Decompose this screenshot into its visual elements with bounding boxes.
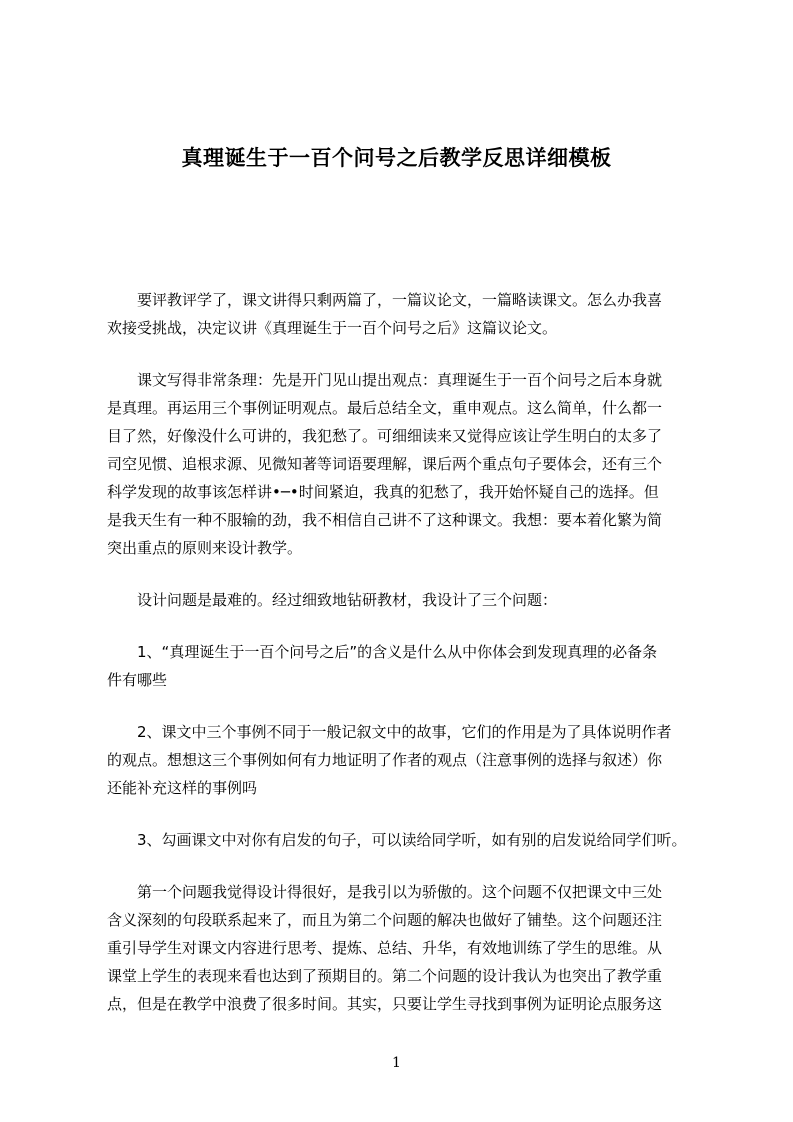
- text-line: 是真理。再运用三个事例证明观点。最后总结全文，重申观点。这么简单，什么都一: [107, 399, 663, 417]
- text-line: 课文写得非常条理：先是开门见山提出观点：真理诞生于一百个问号之后本身就: [107, 371, 663, 389]
- page-number: 1: [392, 1055, 401, 1071]
- text-line: 2、课文中三个事例不同于一般记叙文中的故事，它们的作用是为了具体说明作者: [107, 723, 672, 741]
- text-line: 设计问题是最难的。经过细致地钻研教材，我设计了三个问题：: [107, 591, 558, 609]
- text-line: 含义深刻的句段联系起来了，而且为第二个问题的解决也做好了铺垫。这个问题还注: [107, 911, 663, 929]
- paragraph: [107, 286, 713, 342]
- paragraph: [107, 366, 713, 562]
- text-line: 欢接受挑战，决定议讲《真理诞生于一百个问号之后》这篇议论文。: [107, 319, 558, 337]
- text-line: 3、勾画课文中对你有启发的句子，可以读给同学听，如有别的启发说给同学们听。: [107, 831, 687, 849]
- page-title: 真理诞生于一百个问号之后教学反思详细模板: [181, 146, 612, 170]
- paragraph: [107, 638, 713, 694]
- text-line: 突出重点的原则来设计教学。: [107, 539, 303, 557]
- paragraph: [107, 826, 713, 854]
- text-line: 司空见惯、追根求源、见微知著等词语要理解，课后两个重点句子要体会，还有三个: [107, 455, 663, 473]
- text-line: 件有哪些: [107, 671, 168, 689]
- paragraph: [107, 878, 713, 1018]
- text-line: 点，但是在教学中浪费了很多时间。其实，只要让学生寻找到事例为证明论点服务这: [107, 995, 663, 1013]
- paragraph: [107, 586, 713, 614]
- text-line: 第一个问题我觉得设计得很好，是我引以为骄傲的。这个问题不仅把课文中三处: [107, 883, 663, 901]
- text-line: 还能补充这样的事例吗: [107, 779, 258, 797]
- text-line: 课堂上学生的表现来看也达到了预期目的。第二个问题的设计我认为也突出了教学重: [107, 967, 663, 985]
- text-line: 重引导学生对课文内容进行思考、提炼、总结、升华，有效地训练了学生的思维。从: [107, 939, 663, 957]
- text-line: 目了然，好像没什么可讲的，我犯愁了。可细细读来又觉得应该让学生明白的太多了: [107, 427, 663, 445]
- text-line: 科学发现的故事该怎样讲•─•时间紧迫，我真的犯愁了，我开始怀疑自己的选择。但: [107, 483, 659, 501]
- text-line: 的观点。想想这三个事例如何有力地证明了作者的观点（注意事例的选择与叙述）你: [107, 751, 663, 769]
- paragraph: [107, 718, 713, 802]
- text-line: 要评教评学了，课文讲得只剩两篇了，一篇议论文，一篇略读课文。怎么办我喜: [107, 291, 663, 309]
- document-body: [107, 286, 713, 1042]
- text-line: 1、“真理诞生于一百个问号之后”的含义是什么从中你体会到发现真理的必备条: [107, 643, 658, 661]
- text-line: 是我天生有一种不服输的劲，我不相信自己讲不了这种课文。我想：要本着化繁为简: [107, 511, 663, 529]
